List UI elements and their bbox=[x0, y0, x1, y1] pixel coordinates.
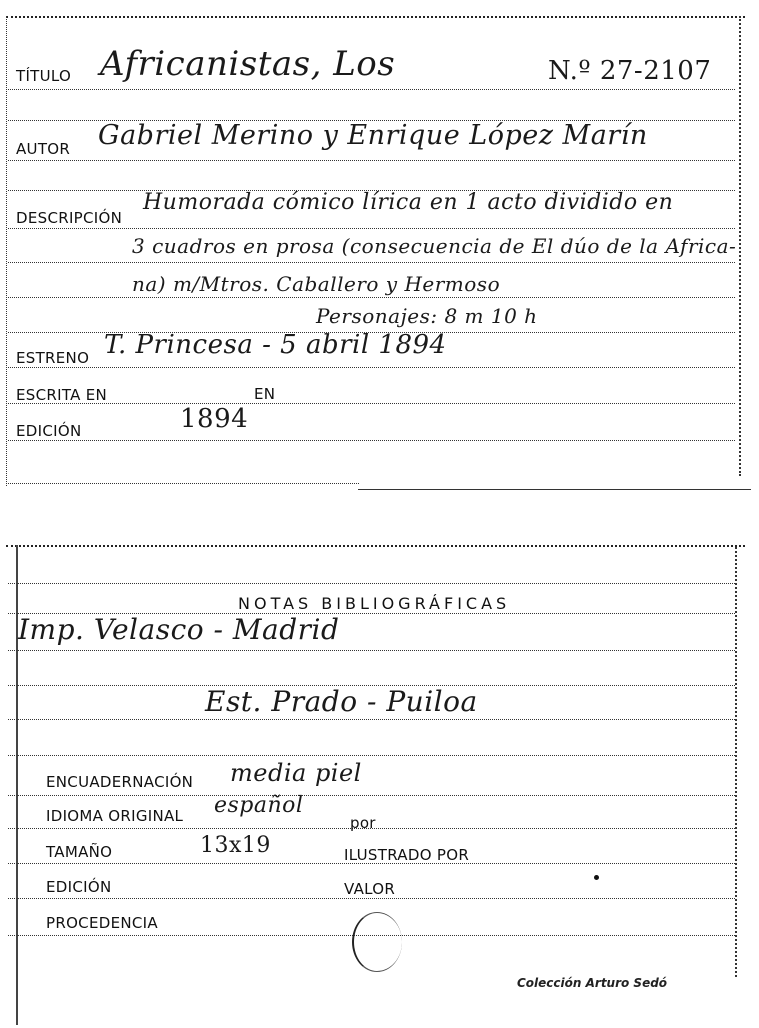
autor-label: AUTOR bbox=[16, 140, 71, 158]
escrita-en-label: ESCRITA EN bbox=[16, 386, 108, 404]
procedencia-label: PROCEDENCIA bbox=[46, 914, 158, 932]
ruled-line bbox=[8, 160, 735, 161]
titulo-value: Africanistas, Los bbox=[100, 44, 396, 84]
catalog-card-top bbox=[0, 0, 759, 500]
descripcion-line: na) m/Mtros. Caballero y Hermoso bbox=[132, 272, 501, 296]
card-right-edge bbox=[735, 547, 737, 977]
descripcion-label: DESCRIPCIÓN bbox=[16, 209, 123, 227]
ruled-line bbox=[8, 898, 735, 899]
descripcion-line: Personajes: 8 m 10 h bbox=[316, 304, 538, 328]
ruled-line bbox=[8, 262, 735, 263]
card-number: N.º 27-2107 bbox=[548, 56, 712, 86]
ruled-line bbox=[8, 719, 735, 720]
ruled-line bbox=[8, 650, 735, 651]
ruled-line bbox=[8, 440, 735, 441]
card-top-edge bbox=[6, 545, 745, 547]
tamano-label: TAMAÑO bbox=[46, 843, 113, 861]
ruled-line bbox=[8, 483, 359, 484]
ruled-line bbox=[8, 228, 735, 229]
ruled-line bbox=[8, 755, 735, 756]
autor-value: Gabriel Merino y Enrique López Marín bbox=[98, 120, 648, 151]
ruled-line bbox=[8, 403, 735, 404]
ruled-line bbox=[8, 583, 735, 584]
titulo-label: TÍTULO bbox=[16, 67, 72, 85]
ruled-line bbox=[8, 795, 735, 796]
ruled-line bbox=[8, 89, 735, 90]
ruled-line bbox=[8, 297, 735, 298]
ink-dot-mark bbox=[594, 875, 599, 880]
card-top-edge bbox=[6, 16, 745, 18]
card-separator-line bbox=[358, 489, 751, 490]
notes-line: Imp. Velasco - Madrid bbox=[18, 613, 340, 646]
descripcion-line: Humorada cómico lírica en 1 acto dividido en bbox=[143, 190, 674, 215]
edicion-label: EDICIÓN bbox=[16, 422, 82, 440]
encuadernacion-label: ENCUADERNACIÓN bbox=[46, 773, 194, 791]
card-right-edge bbox=[739, 16, 741, 476]
edicion-label: EDICIÓN bbox=[46, 878, 112, 896]
notes-line: Est. Prado - Puiloa bbox=[205, 685, 478, 718]
encuadernacion-value: media piel bbox=[230, 759, 362, 787]
estreno-label: ESTRENO bbox=[16, 349, 90, 367]
idioma-original-label: IDIOMA ORIGINAL bbox=[46, 807, 184, 825]
edicion-value: 1894 bbox=[180, 404, 249, 434]
collection-footer: Colección Arturo Sedó bbox=[517, 976, 668, 990]
estreno-value: T. Princesa - 5 abril 1894 bbox=[104, 330, 447, 360]
ilustrado-por-label: ILUSTRADO POR bbox=[344, 846, 470, 864]
stamp-arc-mark bbox=[352, 912, 402, 972]
idioma-original-value: español bbox=[214, 793, 304, 818]
notas-heading: NOTAS BIBLIOGRÁFICAS bbox=[238, 594, 511, 613]
por-label: por bbox=[350, 814, 376, 832]
descripcion-line: 3 cuadros en prosa (consecuencia de El dúo de la Africa- bbox=[132, 234, 737, 258]
valor-label: VALOR bbox=[344, 880, 396, 898]
tamano-value: 13x19 bbox=[200, 833, 271, 858]
card-left-edge bbox=[6, 16, 7, 486]
escrita-en-place-label: EN bbox=[254, 385, 276, 403]
ruled-line bbox=[8, 367, 735, 368]
